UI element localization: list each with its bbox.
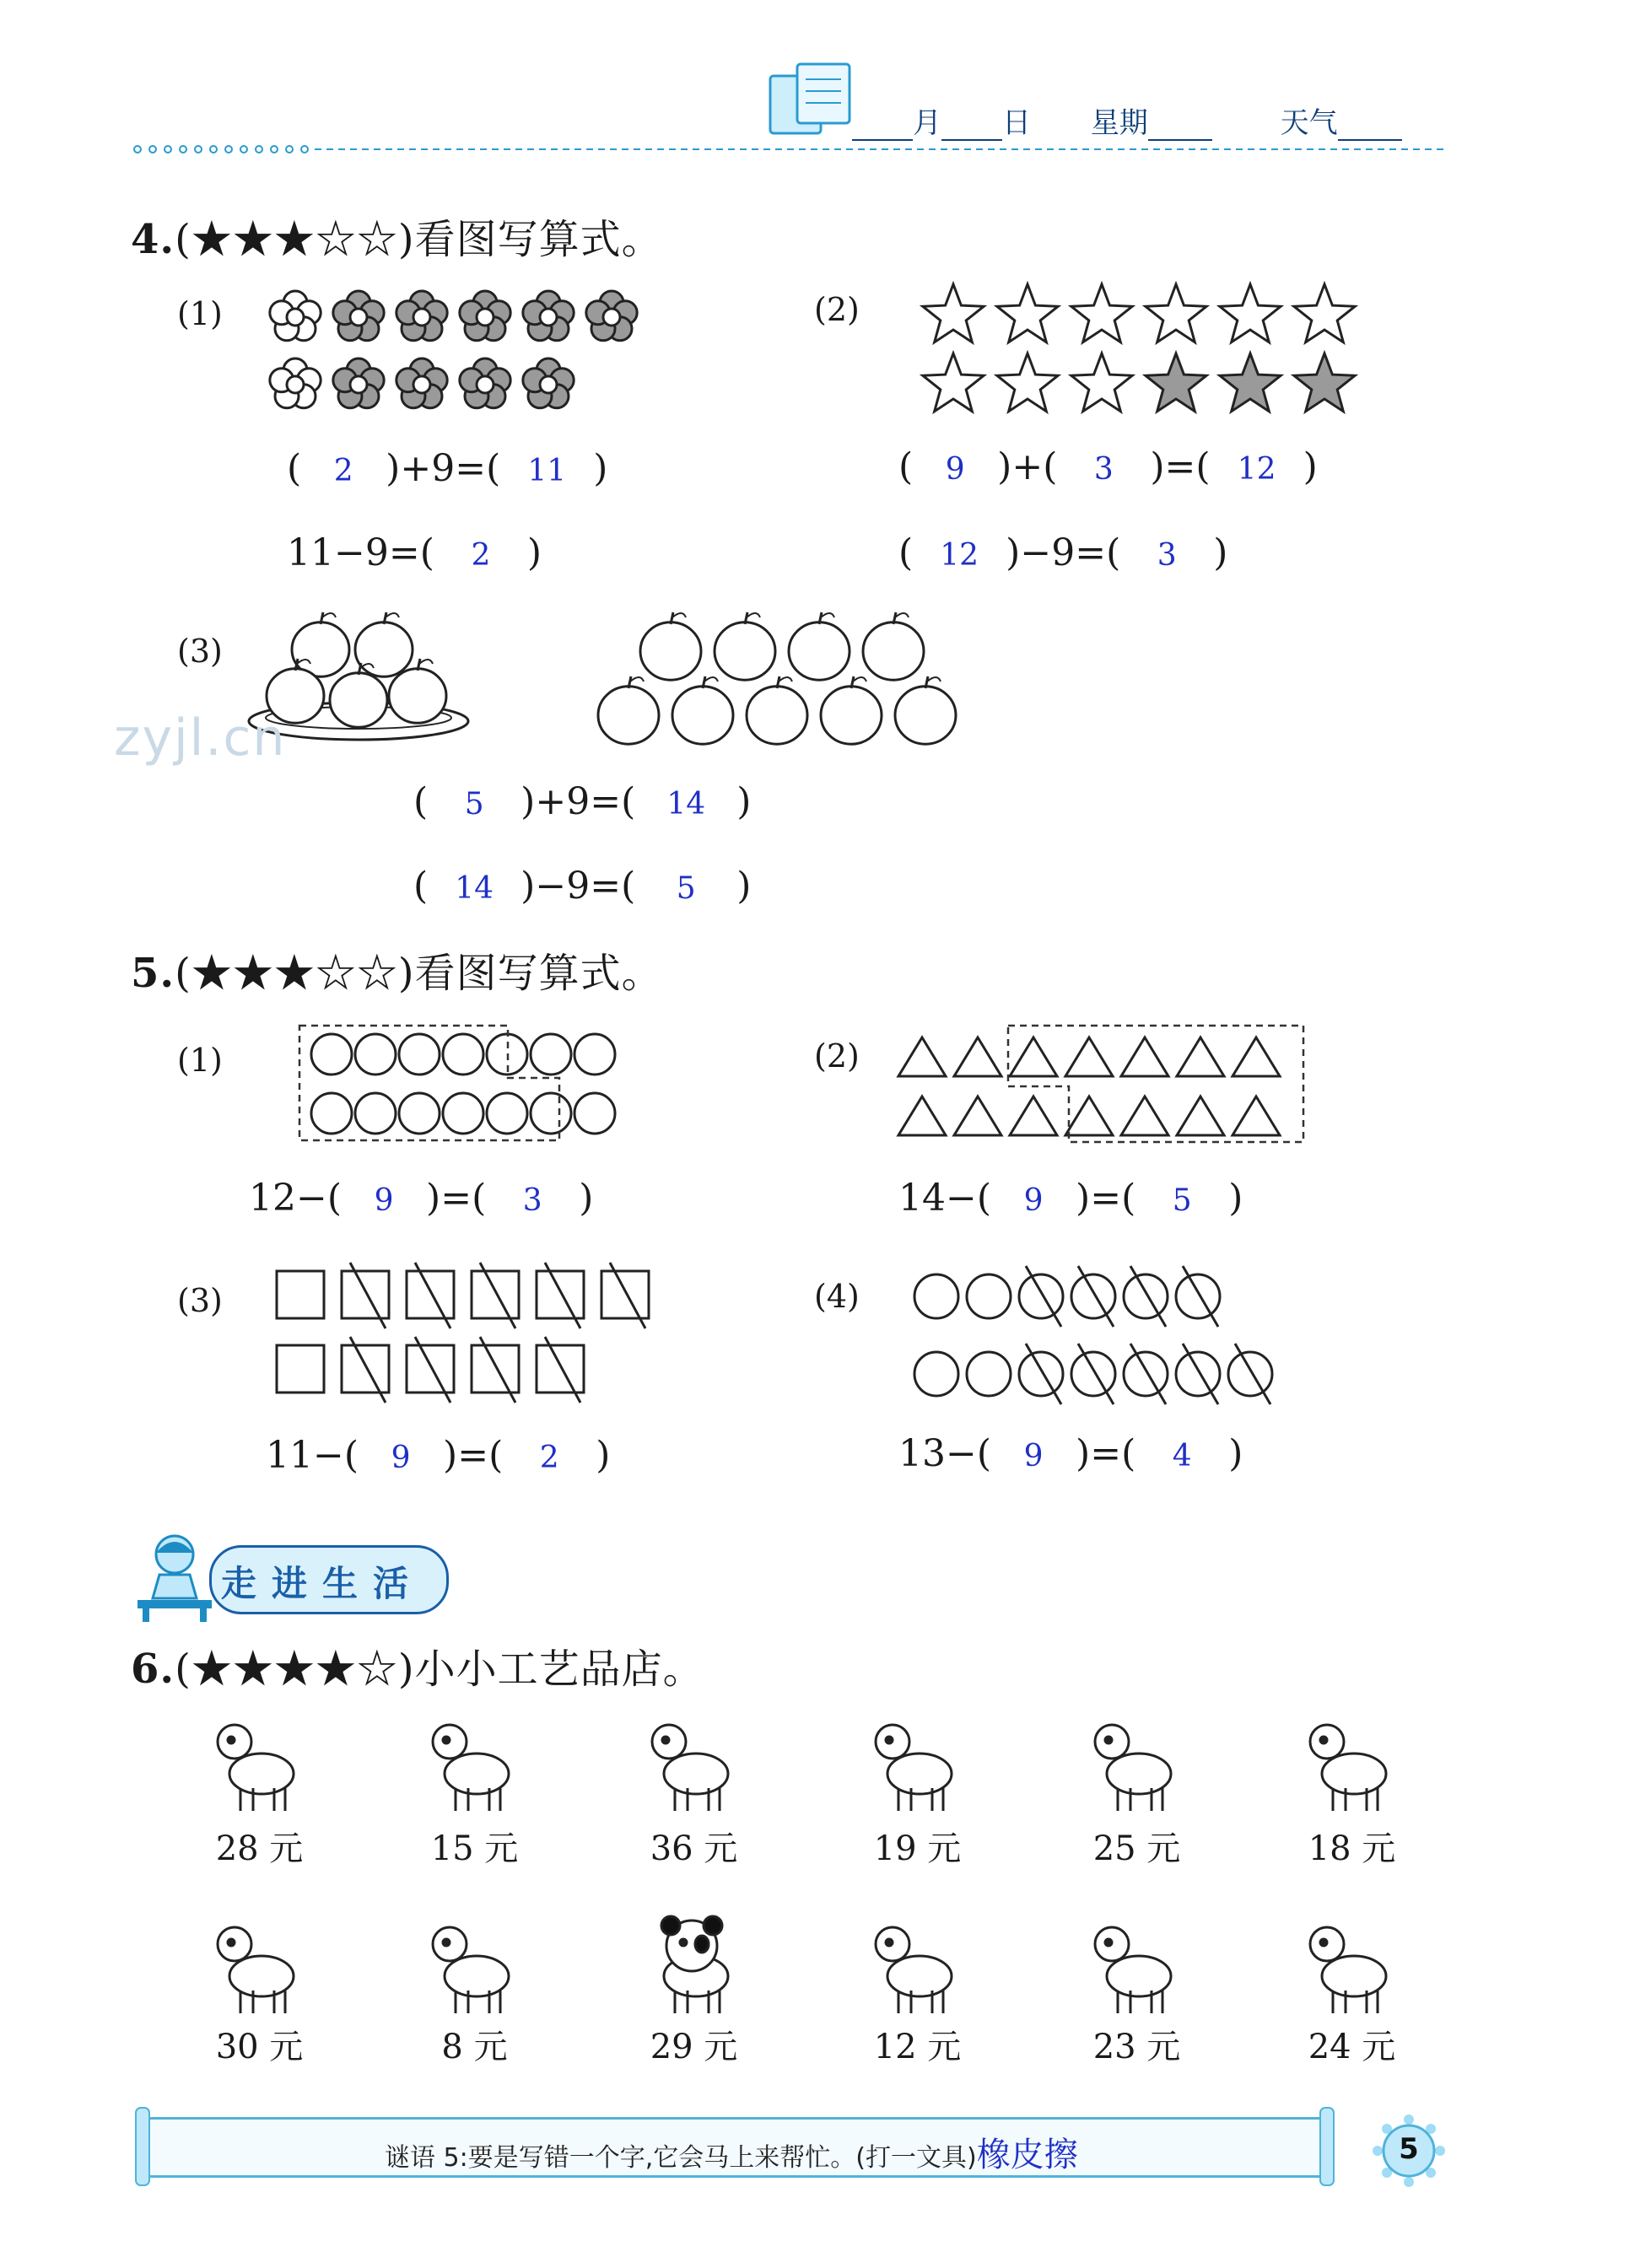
- answer-blank[interactable]: 3: [522, 1183, 542, 1218]
- answer-blank[interactable]: 5: [464, 787, 484, 822]
- square-shape: [407, 1345, 454, 1393]
- q5-p4-label: (4): [814, 1278, 860, 1315]
- page-number: 5: [1399, 2132, 1419, 2166]
- rabbit-icon: [860, 1910, 970, 2020]
- flower-icon: [270, 358, 321, 408]
- triangle-shape: [1065, 1037, 1113, 1076]
- square-grid: [270, 1261, 666, 1404]
- day-label: 日: [1002, 106, 1031, 140]
- weather-label: 天气: [1280, 106, 1338, 140]
- price-label: 24 元: [1308, 2028, 1396, 2066]
- q5-p3-label: (3): [177, 1282, 223, 1319]
- circle-shape: [399, 1034, 440, 1075]
- circle-shape: [1019, 1274, 1063, 1318]
- apple-icon: [789, 612, 850, 680]
- circle-shape: [311, 1093, 352, 1134]
- star-icon: [923, 353, 984, 412]
- circle-shape: [1124, 1274, 1168, 1318]
- price-label: 15 元: [430, 1829, 519, 1868]
- lion-icon: [1080, 1708, 1189, 1818]
- triangle-grid: [890, 1021, 1312, 1147]
- triangle-shape: [954, 1096, 1001, 1135]
- star-icon: [1294, 284, 1355, 342]
- answer-blank[interactable]: 5: [676, 871, 696, 906]
- eq-text: )=(: [443, 1434, 504, 1477]
- triangle-shape: [1121, 1096, 1168, 1135]
- apple-icon: [863, 612, 924, 680]
- date-line: [852, 100, 1402, 141]
- q4-p2-eq2: ( 12 )−9=( 3 ): [898, 531, 1228, 574]
- q6-title: [131, 1636, 704, 1694]
- square-shape: [537, 1271, 584, 1318]
- riddle-text: [385, 2128, 1078, 2176]
- price-label: 25 元: [1092, 1829, 1181, 1868]
- q5-number: 5.: [131, 950, 175, 997]
- q4-prompt: 看图写算式。: [414, 216, 663, 263]
- circle-shape: [1124, 1352, 1168, 1396]
- circle-shape: [531, 1093, 571, 1134]
- goose-icon: [418, 1708, 527, 1818]
- q6-prompt: 小小工艺品店。: [414, 1646, 704, 1693]
- riddle-answer: 橡皮擦: [976, 2136, 1078, 2174]
- price-label: 19 元: [873, 1829, 962, 1868]
- scroll-end-left: [135, 2107, 150, 2186]
- watermark: zyjl.cn: [114, 708, 287, 768]
- flower-icon: [396, 291, 447, 341]
- star-icon: [1146, 284, 1206, 342]
- flower-icon: [396, 358, 447, 408]
- apple-icon: [747, 676, 807, 744]
- circle-shape: [487, 1093, 527, 1134]
- star-icon: [1294, 353, 1355, 412]
- flower-icon: [523, 358, 574, 408]
- eq-text: 14−(: [898, 1177, 992, 1220]
- star-icon: [1220, 353, 1281, 412]
- flower-icon: [460, 291, 510, 341]
- apple-icon: [715, 612, 775, 680]
- q4-p3-eq1: ( 5 )+9=( 14 ): [413, 780, 752, 823]
- answer-blank[interactable]: 9: [1023, 1439, 1044, 1473]
- square-shape: [342, 1271, 389, 1318]
- square-shape: [472, 1271, 519, 1318]
- triangle-shape: [1233, 1037, 1280, 1076]
- eq-text: 13−(: [898, 1432, 992, 1475]
- circle-shape: [531, 1034, 571, 1075]
- q5-title: [131, 940, 663, 999]
- flower-icon: [586, 291, 637, 341]
- price-label: 36 元: [650, 1829, 738, 1868]
- scroll-end-right: [1319, 2107, 1335, 2186]
- apple-icon: [292, 612, 349, 676]
- circle-shape: [355, 1093, 396, 1134]
- circle-shape: [574, 1093, 615, 1134]
- triangle-shape: [954, 1037, 1001, 1076]
- giraffe-icon: [202, 1708, 312, 1818]
- circle-shape: [914, 1274, 958, 1318]
- star-icon: [1071, 353, 1132, 412]
- price-label: 8 元: [441, 2028, 508, 2066]
- header-divider: [131, 145, 1447, 154]
- triangle-shape: [898, 1096, 946, 1135]
- q4-p3-label: (3): [177, 633, 223, 670]
- price-label: 23 元: [1092, 2028, 1181, 2066]
- star-grid: [920, 278, 1375, 422]
- price-label: 12 元: [873, 2028, 962, 2066]
- notebook-icon: [763, 59, 856, 139]
- triangle-shape: [1177, 1037, 1224, 1076]
- q4-p2-label: (2): [814, 291, 860, 328]
- apple-icon: [895, 676, 956, 744]
- answer-blank[interactable]: 14: [455, 871, 494, 906]
- eq-text: )=(: [426, 1177, 487, 1220]
- circle-shape: [399, 1093, 440, 1134]
- panda-icon: [637, 1910, 747, 2020]
- triangle-shape: [1065, 1096, 1113, 1135]
- q5-p2-eq: 14−( 9 )=( 5 ): [898, 1177, 1243, 1220]
- answer-blank[interactable]: 11: [527, 454, 567, 488]
- triangle-shape: [1010, 1037, 1057, 1076]
- q6-stars: (★★★★☆): [175, 1646, 415, 1693]
- triangle-shape: [1010, 1096, 1057, 1135]
- square-shape: [342, 1345, 389, 1393]
- circle-shape: [1071, 1352, 1115, 1396]
- answer-blank[interactable]: 2: [333, 454, 353, 488]
- triangle-shape: [898, 1037, 946, 1076]
- star-icon: [1146, 353, 1206, 412]
- eq-text: 12−(: [249, 1177, 343, 1220]
- answer-blank[interactable]: 5: [1172, 1183, 1192, 1218]
- flower-icon: [333, 291, 384, 341]
- q5-stars: (★★★☆☆): [175, 950, 415, 997]
- q5-p3-eq: 11−( 9 )=( 2 ): [266, 1434, 611, 1477]
- circle-shape: [443, 1093, 483, 1134]
- dog-icon: [1080, 1910, 1189, 2020]
- circle-shape: [1019, 1352, 1063, 1396]
- girl-reading-icon: [131, 1531, 215, 1624]
- flower-icon: [333, 358, 384, 408]
- crossed-circle-grid: [911, 1261, 1299, 1404]
- circle-shape: [967, 1274, 1011, 1318]
- tiger-icon: [1295, 1708, 1405, 1818]
- eq-text: )=(: [1076, 1177, 1136, 1220]
- q4-p1-label: (1): [177, 295, 223, 332]
- riddle-question: 谜语 5:要是写错一个字,它会马上来帮忙。(打一文具): [385, 2143, 977, 2173]
- square-shape: [601, 1271, 649, 1318]
- answer-blank[interactable]: 4: [1172, 1439, 1192, 1473]
- flower-grid: [270, 285, 675, 420]
- answer-blank[interactable]: 12: [940, 538, 979, 573]
- month-label: 月: [913, 106, 941, 140]
- circle-grid: [291, 1021, 612, 1147]
- price-label: 18 元: [1308, 1829, 1396, 1868]
- q5-p1-label: (1): [177, 1042, 223, 1079]
- flower-icon: [460, 358, 510, 408]
- q5-p4-eq: 13−( 9 )=( 4 ): [898, 1432, 1243, 1475]
- answer-blank[interactable]: 2: [539, 1441, 559, 1475]
- q4-p3-eq2: ( 14 )−9=( 5 ): [413, 865, 752, 908]
- camel-icon: [202, 1910, 312, 2020]
- answer-blank[interactable]: 12: [1237, 452, 1276, 487]
- price-label: 28 元: [215, 1829, 304, 1868]
- eq-text: )−9=(: [521, 865, 636, 908]
- q4-number: 4.: [131, 216, 175, 263]
- apple-icon: [640, 612, 701, 680]
- star-icon: [997, 284, 1058, 342]
- answer-blank[interactable]: 3: [1157, 538, 1177, 573]
- circle-shape: [355, 1034, 396, 1075]
- q5-p1-eq: 12−( 9 )=( 3 ): [249, 1177, 594, 1220]
- q5-p2-label: (2): [814, 1037, 860, 1075]
- q5-prompt: 看图写算式。: [414, 950, 663, 997]
- apple-icon: [672, 676, 733, 744]
- triangle-shape: [1121, 1037, 1168, 1076]
- answer-blank[interactable]: 9: [1023, 1183, 1044, 1218]
- price-label: 30 元: [215, 2028, 304, 2066]
- square-shape: [472, 1345, 519, 1393]
- circle-shape: [443, 1034, 483, 1075]
- eq-text: 11−(: [266, 1434, 359, 1477]
- elephant-icon: [860, 1708, 970, 1818]
- circle-shape: [967, 1352, 1011, 1396]
- star-icon: [923, 284, 984, 342]
- eq-text: )+(: [997, 445, 1058, 488]
- circle-shape: [574, 1034, 615, 1075]
- triangle-shape: [1177, 1096, 1224, 1135]
- eq-text: )−9=(: [1006, 531, 1121, 574]
- eq-text: )+9=(: [521, 780, 636, 823]
- answer-blank[interactable]: 9: [391, 1441, 411, 1475]
- square-shape: [407, 1271, 454, 1318]
- square-shape: [537, 1345, 584, 1393]
- horse-icon: [637, 1708, 747, 1818]
- apple-icon: [355, 612, 413, 676]
- eq-text: )=(: [1076, 1432, 1136, 1475]
- eq-text: )=(: [1150, 445, 1211, 488]
- answer-blank[interactable]: 14: [666, 787, 706, 822]
- flower-icon: [270, 291, 321, 341]
- hen-icon: [1295, 1910, 1405, 2020]
- q6-number: 6.: [131, 1646, 175, 1693]
- price-label: 29 元: [650, 2028, 738, 2066]
- apple-icon: [598, 676, 659, 744]
- q4-p1-eq1: ( 2 )+9=( 11 ): [287, 447, 608, 490]
- triangle-shape: [1233, 1096, 1280, 1135]
- eq-text: )+9=(: [386, 447, 501, 490]
- q4-title: [131, 207, 663, 265]
- eq-text: 11−9=(: [287, 531, 434, 574]
- star-icon: [997, 353, 1058, 412]
- q4-p1-eq2: 11−9=( 2 ): [287, 531, 542, 574]
- circle-shape: [1228, 1352, 1272, 1396]
- squirrel-icon: [418, 1910, 527, 2020]
- flower-icon: [523, 291, 574, 341]
- circle-shape: [1176, 1274, 1220, 1318]
- answer-blank[interactable]: 9: [945, 452, 965, 487]
- apple-icon: [821, 676, 882, 744]
- circle-shape: [311, 1034, 352, 1075]
- q4-p2-eq1: ( 9 )+( 3 )=( 12 ): [898, 445, 1318, 488]
- circle-shape: [914, 1352, 958, 1396]
- square-shape: [277, 1345, 324, 1393]
- section-title: 走进生活: [221, 1563, 424, 1604]
- star-icon: [1071, 284, 1132, 342]
- q4-stars: (★★★☆☆): [175, 216, 415, 263]
- weekday-label: 星期: [1090, 106, 1148, 140]
- square-shape: [277, 1271, 324, 1318]
- circle-shape: [1176, 1352, 1220, 1396]
- answer-blank[interactable]: 2: [471, 538, 491, 573]
- circle-shape: [1071, 1274, 1115, 1318]
- apple-group: [591, 616, 962, 751]
- answer-blank[interactable]: 3: [1093, 452, 1114, 487]
- answer-blank[interactable]: 9: [374, 1183, 394, 1218]
- star-icon: [1220, 284, 1281, 342]
